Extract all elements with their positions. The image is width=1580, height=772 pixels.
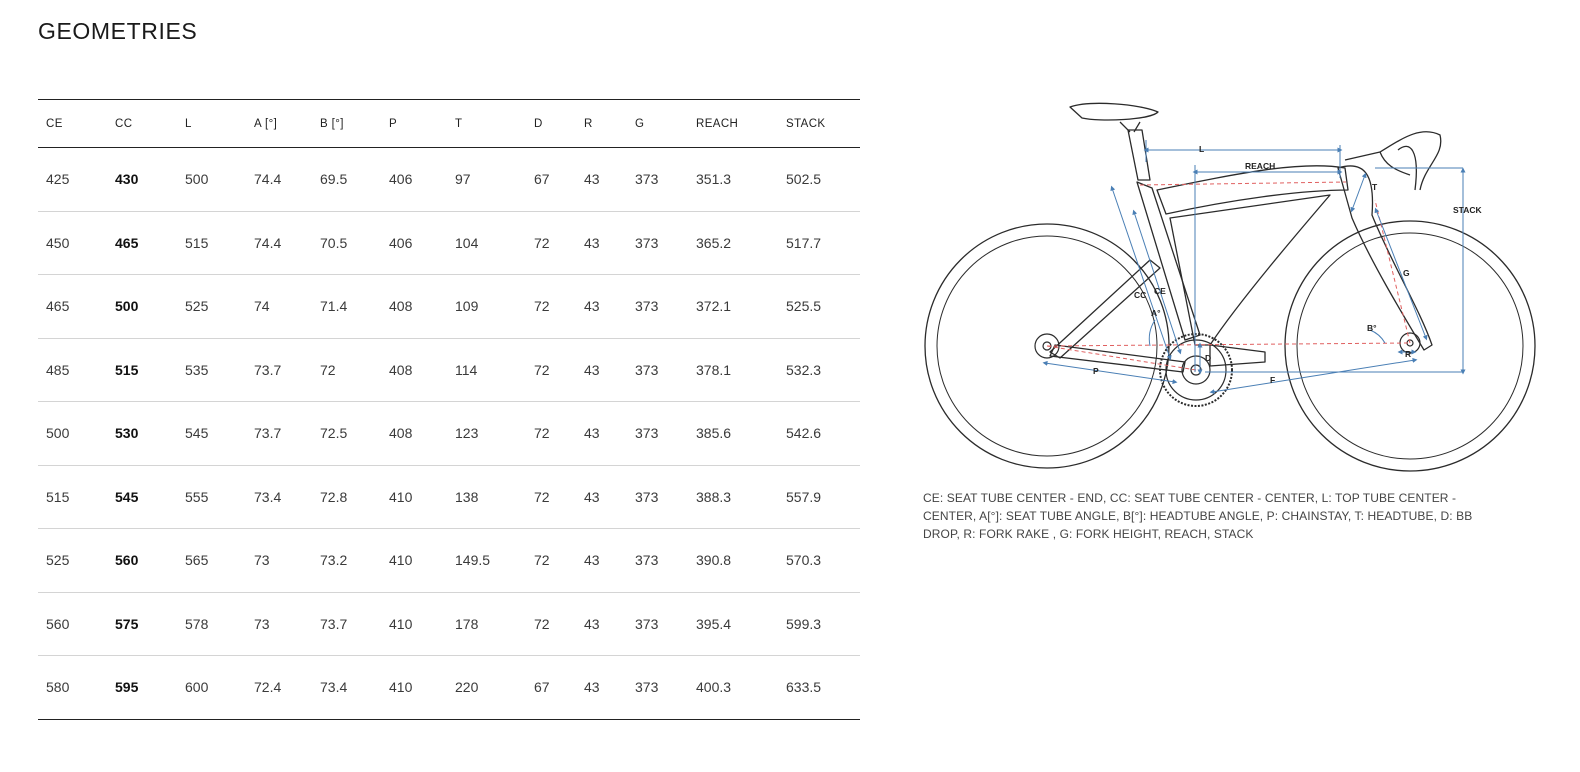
table-row [38, 402, 860, 466]
table-cell: 73.7 [246, 402, 312, 466]
table-cell: 72 [526, 465, 576, 529]
dimension-lines [1045, 140, 1463, 392]
table-cell: 114 [447, 338, 526, 402]
table-cell: 72 [526, 338, 576, 402]
table-row [38, 529, 860, 593]
table-cell: 390.8 [688, 529, 778, 593]
table-row [38, 275, 860, 339]
table-cell: 378.1 [688, 338, 778, 402]
table-cell: 71.4 [312, 275, 381, 339]
column-header: R [576, 100, 627, 148]
table-header [38, 100, 860, 148]
table-cell: 43 [576, 465, 627, 529]
table-cell: 578 [177, 592, 246, 656]
table-cell: 69.5 [312, 148, 381, 212]
table-cell: 565 [177, 529, 246, 593]
table-cell: 220 [447, 656, 526, 720]
dim-label-t: T [1372, 182, 1378, 192]
dim-label-stack: STACK [1453, 205, 1482, 215]
table-cell: 373 [627, 656, 688, 720]
table-cell: 450 [38, 211, 107, 275]
dim-label-ce: CE [1154, 286, 1166, 296]
table-cell: 373 [627, 338, 688, 402]
column-header: L [177, 100, 246, 148]
dim-label-l: L [1199, 144, 1205, 154]
table-cell: 373 [627, 275, 688, 339]
table-cell: 599.3 [778, 592, 860, 656]
table-cell: 465 [38, 275, 107, 339]
table-cell: 373 [627, 592, 688, 656]
table-cell: 72.8 [312, 465, 381, 529]
table-cell: 410 [381, 656, 447, 720]
table-cell: 74.4 [246, 148, 312, 212]
column-header: G [627, 100, 688, 148]
column-header: STACK [778, 100, 860, 148]
table-cell: 149.5 [447, 529, 526, 593]
column-header: REACH [688, 100, 778, 148]
table-cell: 43 [576, 592, 627, 656]
table-cell: 485 [38, 338, 107, 402]
table-cell: 72.4 [246, 656, 312, 720]
table-cell: 410 [381, 592, 447, 656]
table-cell: 67 [526, 148, 576, 212]
table-cell: 43 [576, 148, 627, 212]
table-cell: 43 [576, 275, 627, 339]
table-cell: 73.4 [312, 656, 381, 720]
table-cell: 372.1 [688, 275, 778, 339]
table-cell: 430 [107, 148, 177, 212]
table-cell: 385.6 [688, 402, 778, 466]
table-cell: 545 [107, 465, 177, 529]
table-cell: 351.3 [688, 148, 778, 212]
dim-label-r: R [1405, 349, 1412, 359]
table-cell: 373 [627, 402, 688, 466]
table-cell: 74 [246, 275, 312, 339]
table-cell: 73.2 [312, 529, 381, 593]
dim-label-b: B° [1367, 323, 1377, 333]
dim-label-g: G [1403, 268, 1410, 278]
table-cell: 43 [576, 211, 627, 275]
dim-label-d: D [1205, 353, 1212, 363]
table-cell: 373 [627, 465, 688, 529]
table-cell: 73 [246, 592, 312, 656]
table-cell: 43 [576, 656, 627, 720]
table-cell: 465 [107, 211, 177, 275]
table-cell: 500 [107, 275, 177, 339]
table-cell: 138 [447, 465, 526, 529]
dim-label-cc: CC [1134, 290, 1147, 300]
table-cell: 517.7 [778, 211, 860, 275]
table-cell: 72.5 [312, 402, 381, 466]
table-cell: 43 [576, 529, 627, 593]
table-cell: 67 [526, 656, 576, 720]
table-cell: 72 [526, 275, 576, 339]
column-header: CC [107, 100, 177, 148]
geometry-table [38, 99, 860, 720]
bike-frame [1050, 103, 1441, 372]
table-cell: 104 [447, 211, 526, 275]
table-row [38, 211, 860, 275]
table-cell: 575 [107, 592, 177, 656]
table-cell: 525.5 [778, 275, 860, 339]
table-cell: 43 [576, 402, 627, 466]
table-cell: 502.5 [778, 148, 860, 212]
table-cell: 600 [177, 656, 246, 720]
table-row [38, 592, 860, 656]
table-cell: 73.7 [246, 338, 312, 402]
table-cell: 388.3 [688, 465, 778, 529]
table-cell: 410 [381, 529, 447, 593]
table-row [38, 148, 860, 212]
table-body [38, 148, 860, 720]
table-cell: 408 [381, 338, 447, 402]
table-cell: 633.5 [778, 656, 860, 720]
table-cell: 560 [38, 592, 107, 656]
table-cell: 406 [381, 211, 447, 275]
column-header: T [447, 100, 526, 148]
table-cell: 123 [447, 402, 526, 466]
table-cell: 73.4 [246, 465, 312, 529]
table-cell: 580 [38, 656, 107, 720]
table-cell: 410 [381, 465, 447, 529]
table-cell: 595 [107, 656, 177, 720]
table-cell: 525 [38, 529, 107, 593]
table-row [38, 465, 860, 529]
geometry-legend: CE: SEAT TUBE CENTER - END, CC: SEAT TUBE CENTER - CENTER, L: TOP TUBE CENTER - CENTER, A[°]: SEAT TUBE ANGLE, B[°]: HEADTUBE ANGLE, P: CHAINSTAY, T: HEADTUBE, D: BB DROP, R: FORK RAKE , G: FORK HEIGHT, REACH, STACK [923, 491, 1473, 541]
table-cell: 73 [246, 529, 312, 593]
table-cell: 73.7 [312, 592, 381, 656]
column-header: D [526, 100, 576, 148]
table-cell: 74.4 [246, 211, 312, 275]
dim-label-a: A° [1151, 308, 1161, 318]
table-cell: 560 [107, 529, 177, 593]
dim-label-f: F [1270, 375, 1276, 385]
table-cell: 515 [38, 465, 107, 529]
table-cell: 400.3 [688, 656, 778, 720]
dim-label-p: P [1093, 366, 1099, 376]
table-cell: 373 [627, 211, 688, 275]
table-cell: 425 [38, 148, 107, 212]
table-cell: 43 [576, 338, 627, 402]
table-cell: 72 [312, 338, 381, 402]
table-cell: 535 [177, 338, 246, 402]
table-cell: 373 [627, 529, 688, 593]
table-cell: 70.5 [312, 211, 381, 275]
column-header: CE [38, 100, 107, 148]
table-cell: 500 [177, 148, 246, 212]
table-cell: 373 [627, 148, 688, 212]
table-cell: 557.9 [778, 465, 860, 529]
bike-geometry-diagram [918, 95, 1543, 475]
table-cell: 530 [107, 402, 177, 466]
table-cell: 545 [177, 402, 246, 466]
dim-label-reach: REACH [1245, 161, 1276, 171]
page-title: GEOMETRIES [38, 18, 198, 44]
table-cell: 97 [447, 148, 526, 212]
table-cell: 525 [177, 275, 246, 339]
table-cell: 72 [526, 211, 576, 275]
table-cell: 365.2 [688, 211, 778, 275]
table-cell: 542.6 [778, 402, 860, 466]
column-header: B [°] [312, 100, 381, 148]
table-cell: 72 [526, 592, 576, 656]
table-cell: 500 [38, 402, 107, 466]
table-cell: 178 [447, 592, 526, 656]
table-cell: 555 [177, 465, 246, 529]
table-cell: 515 [107, 338, 177, 402]
table-row [38, 338, 860, 402]
table-cell: 72 [526, 529, 576, 593]
column-header: P [381, 100, 447, 148]
table-cell: 406 [381, 148, 447, 212]
table-cell: 408 [381, 402, 447, 466]
table-cell: 570.3 [778, 529, 860, 593]
table-cell: 515 [177, 211, 246, 275]
header-row [38, 100, 860, 148]
table-cell: 408 [381, 275, 447, 339]
column-header: A [°] [246, 100, 312, 148]
table-cell: 72 [526, 402, 576, 466]
table-cell: 395.4 [688, 592, 778, 656]
table-cell: 109 [447, 275, 526, 339]
table-cell: 532.3 [778, 338, 860, 402]
table-row [38, 656, 860, 720]
